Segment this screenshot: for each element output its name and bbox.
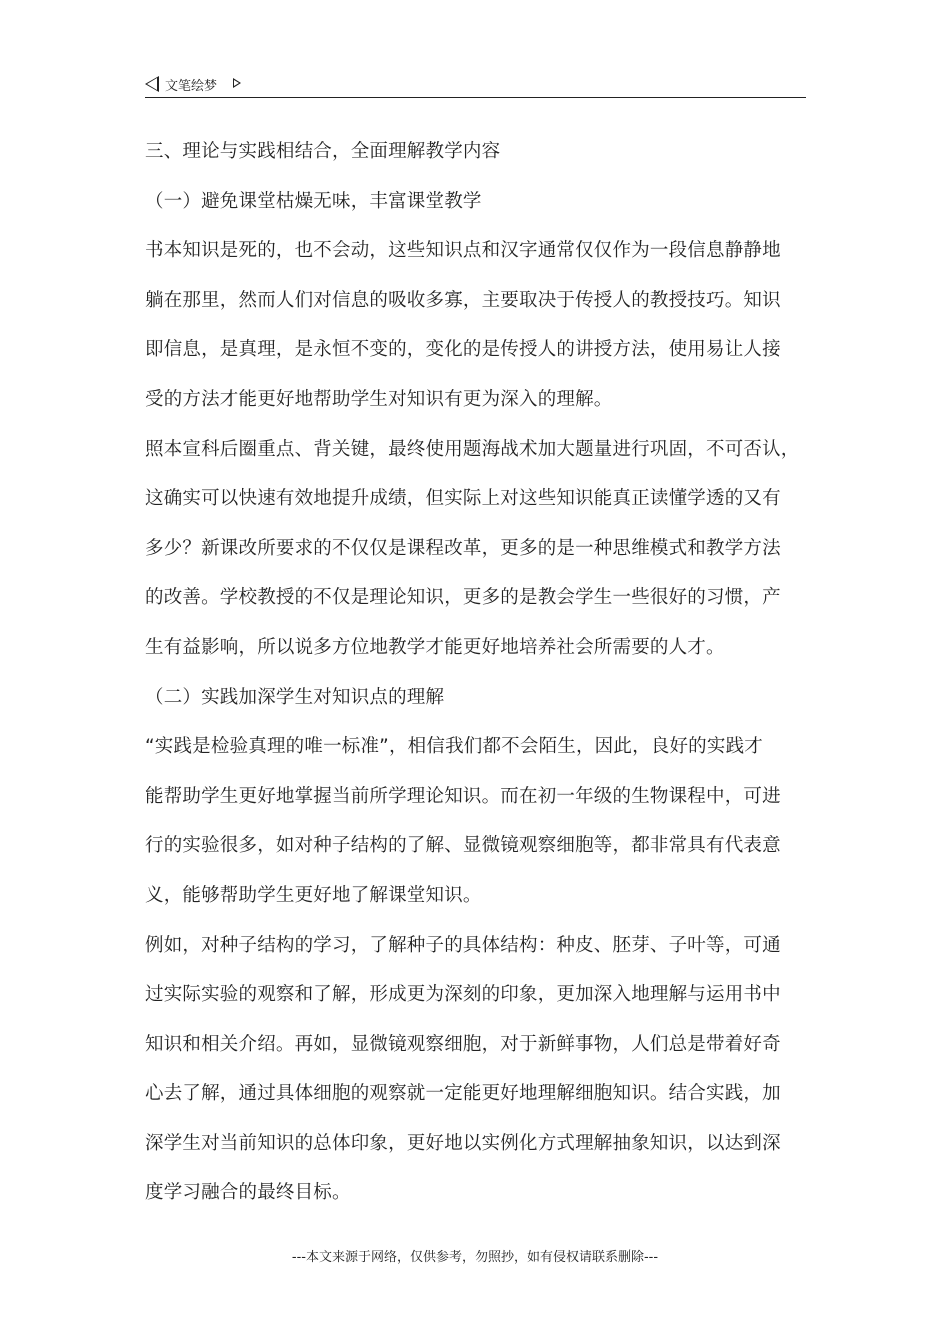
header-divider xyxy=(145,97,806,98)
text-line: 书本知识是死的，也不会动，这些知识点和汉字通常仅仅作为一段信息静静地 xyxy=(145,240,781,262)
header-title: 文笔绘梦 xyxy=(165,79,218,94)
text-line: 照本宣科后圈重点、背关键，最终使用题海战术加大题量进行巩固，不可否认， xyxy=(145,438,800,460)
document-body xyxy=(145,133,813,1224)
triangle-right-icon xyxy=(233,78,241,88)
text-line: 受的方法才能更好地帮助学生对知识有更为深入的理解。 xyxy=(145,388,613,410)
text-line: 深学生对当前知识的总体印象，更好地以实例化方式理解抽象知识，以达到深 xyxy=(145,1132,781,1154)
triangle-left-icon xyxy=(145,76,159,92)
text-line: 例如，对种子结构的学习，了解种子的具体结构：种皮、胚芽、子叶等，可通 xyxy=(145,934,781,956)
text-line: 能帮助学生更好地掌握当前所学理论知识。而在初一年级的生物课程中，可进 xyxy=(145,785,781,807)
text-line: 义，能够帮助学生更好地了解课堂知识。 xyxy=(145,884,482,906)
text-line: 这确实可以快速有效地提升成绩，但实际上对这些知识能真正读懂学透的又有 xyxy=(145,488,781,510)
text-line: “实践是检验真理的唯一标准”，相信我们都不会陌生，因此，良好的实践才 xyxy=(145,736,763,758)
text-line: 躺在那里，然而人们对信息的吸收多寡，主要取决于传授人的教授技巧。知识 xyxy=(145,289,781,311)
text-line: 多少？新课改所要求的不仅仅是课程改革，更多的是一种思维模式和教学方法 xyxy=(145,537,781,559)
text-line: 生有益影响，所以说多方位地教学才能更好地培养社会所需要的人才。 xyxy=(145,636,725,658)
page-footer: ---本文来源于网络，仅供参考，勿照抄，如有侵权请联系删除--- xyxy=(291,1250,659,1265)
text-line: 心去了解，通过具体细胞的观察就一定能更好地理解细胞知识。结合实践，加 xyxy=(145,1083,781,1105)
section-heading: 三、理论与实践相结合，全面理解教学内容 xyxy=(145,141,501,162)
subsection-heading: （二）实践加深学生对知识点的理解 xyxy=(145,686,445,708)
text-line: 行的实验很多，如对种子结构的了解、显微镜观察细胞等，都非常具有代表意 xyxy=(145,835,781,857)
text-line: 的改善。学校教授的不仅是理论知识，更多的是教会学生一些很好的习惯，产 xyxy=(145,587,781,609)
page-header xyxy=(145,72,806,98)
text-line: 度学习融合的最终目标。 xyxy=(145,1182,351,1204)
text-line: 即信息，是真理，是永恒不变的，变化的是传授人的讲授方法，使用易让人接 xyxy=(145,339,781,361)
subsection-heading: （一）避免课堂枯燥无味，丰富课堂教学 xyxy=(145,190,482,212)
text-line: 过实际实验的观察和了解，形成更为深刻的印象，更加深入地理解与运用书中 xyxy=(145,984,781,1006)
text-line: 知识和相关介绍。再如，显微镜观察细胞，对于新鲜事物，人们总是带着好奇 xyxy=(145,1033,781,1055)
